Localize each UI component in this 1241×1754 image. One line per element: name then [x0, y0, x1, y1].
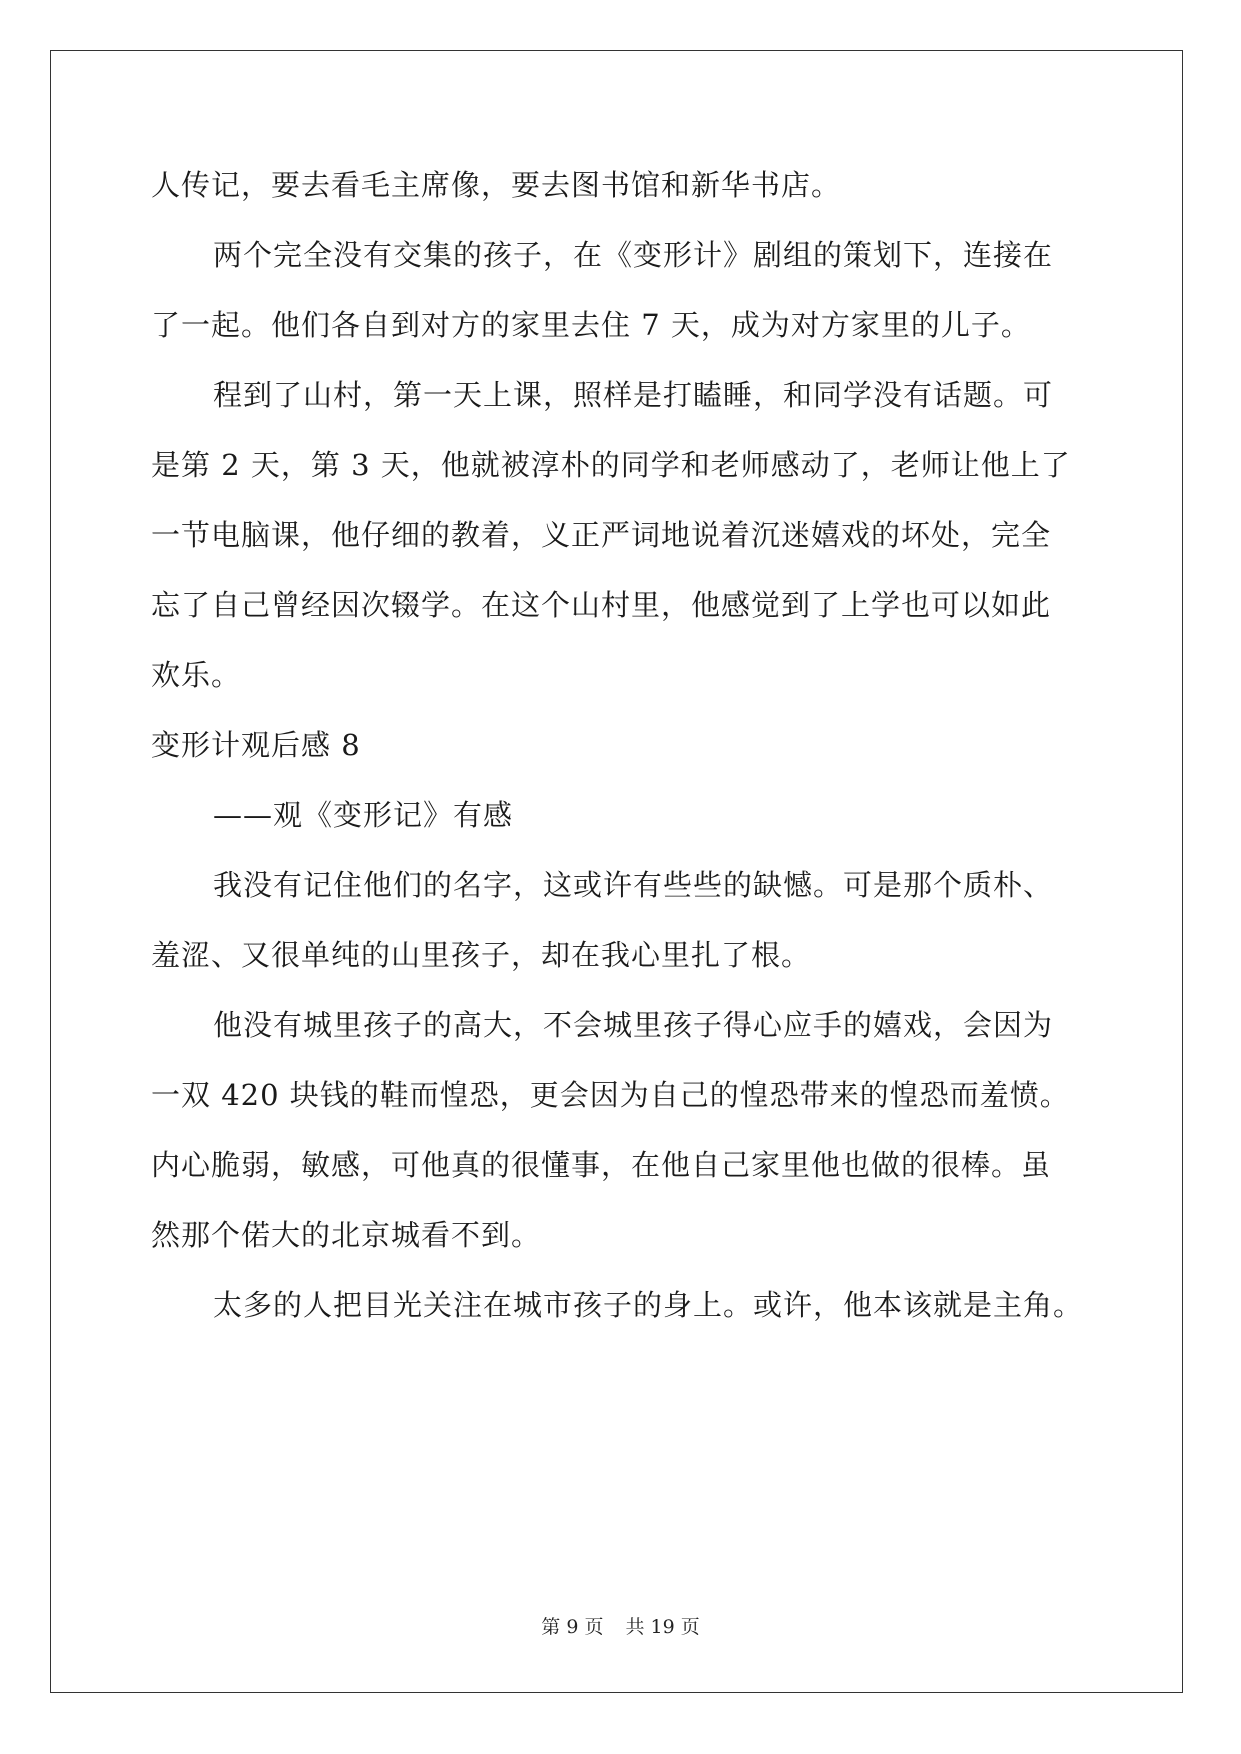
page-number: 第 9 页 — [541, 1616, 604, 1638]
section-subtitle: ——观《变形记》有感 — [213, 798, 514, 832]
page-count: 共 19 页 — [625, 1616, 700, 1638]
text-line: 一节电脑课，他仔细的教着，义正严词地说着沉迷嬉戏的坏处，完全 — [151, 518, 1052, 552]
section-heading: 变形计观后感 8 — [151, 728, 361, 762]
text-line: 然那个偌大的北京城看不到。 — [151, 1218, 542, 1252]
text-line: 他没有城里孩子的高大，不会城里孩子得心应手的嬉戏，会因为 — [213, 1008, 1054, 1042]
text-line: 了一起。他们各自到对方的家里去住 7 天，成为对方家里的儿子。 — [151, 308, 1031, 342]
text-line: 羞涩、又很单纯的山里孩子，却在我心里扎了根。 — [151, 938, 812, 972]
document-body — [151, 150, 1091, 1340]
text-line: 太多的人把目光关注在城市孩子的身上。或许，他本该就是主角。 — [213, 1288, 1084, 1322]
text-line: 人传记，要去看毛主席像，要去图书馆和新华书店。 — [151, 168, 842, 202]
text-line: 是第 2 天，第 3 天，他就被淳朴的同学和老师感动了，老师让他上了 — [151, 448, 1071, 482]
text-line: 两个完全没有交集的孩子，在《变形计》剧组的策划下，连接在 — [213, 238, 1054, 272]
text-line: 一双 420 块钱的鞋而惶恐，更会因为自己的惶恐带来的惶恐而羞愤。 — [151, 1078, 1070, 1112]
text-line: 内心脆弱，敏感，可他真的很懂事，在他自己家里他也做的很棒。虽 — [151, 1148, 1052, 1182]
page-footer — [0, 1612, 1241, 1639]
text-line: 程到了山村，第一天上课，照样是打瞌睡，和同学没有话题。可 — [213, 378, 1054, 412]
text-line: 欢乐。 — [151, 658, 242, 692]
text-line: 我没有记住他们的名字，这或许有些些的缺憾。可是那个质朴、 — [213, 868, 1054, 902]
text-line: 忘了自己曾经因次辍学。在这个山村里，他感觉到了上学也可以如此 — [151, 588, 1052, 622]
